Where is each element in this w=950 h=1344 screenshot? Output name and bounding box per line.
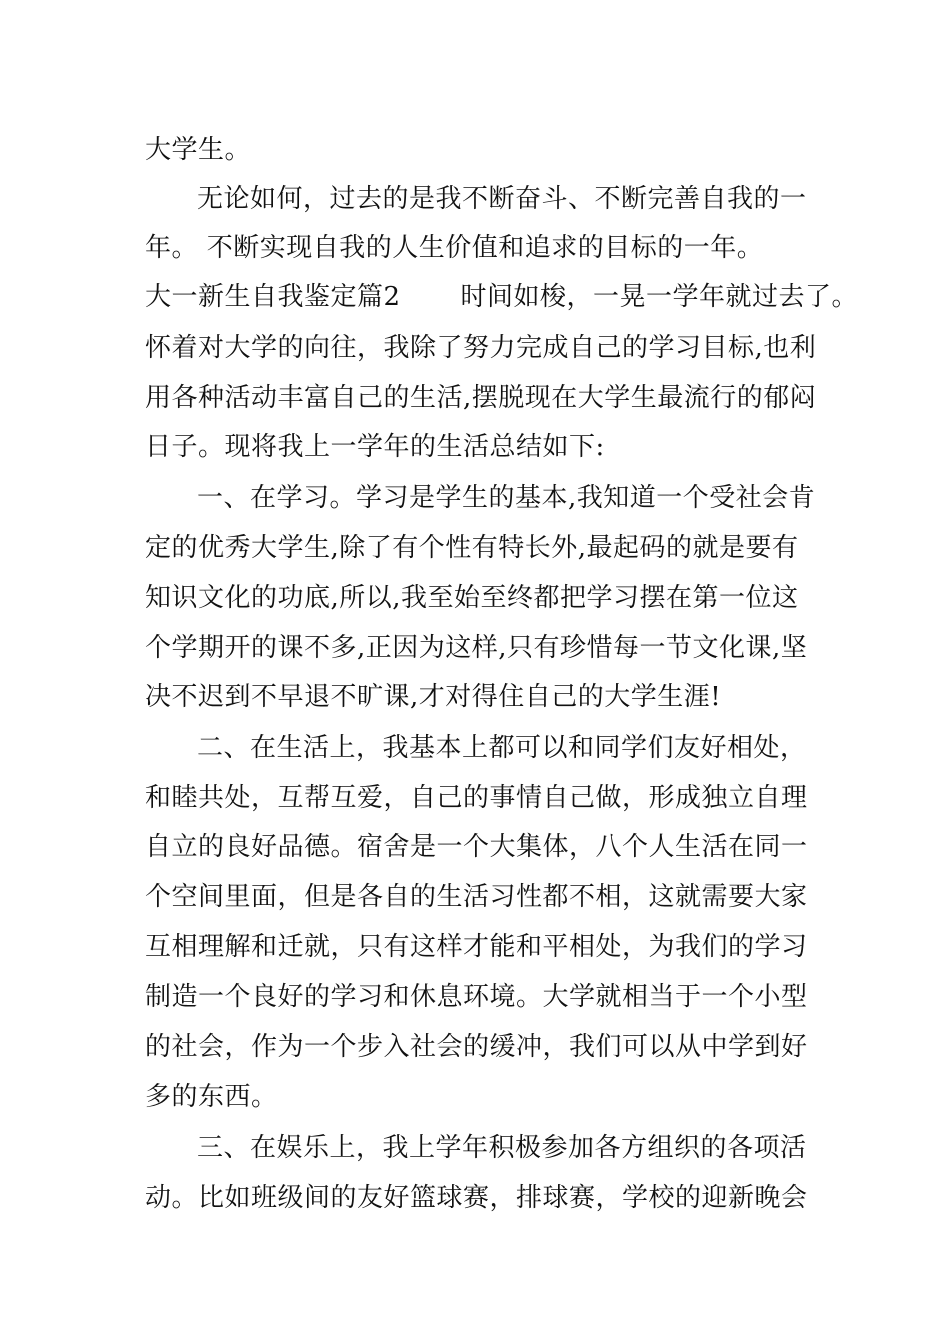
text-line: 制造一个良好的学习和休息环境。大学就相当于一个小型 (145, 982, 808, 1012)
text-line: 二、在生活上，我基本上都可以和同学们友好相处， (197, 733, 807, 763)
text-line: 一、在学习。学习是学生的基本,我知道一个受社会肯 (197, 483, 816, 513)
text-line: 用各种活动丰富自己的生活,摆脱现在大学生最流行的郁闷 (145, 383, 817, 413)
text-line: 自立的良好品德。宿舍是一个大集体，八个人生活在同一 (145, 832, 808, 862)
text-line: 个学期开的课不多,正因为这样,只有珍惜每一节文化课,坚 (145, 633, 808, 663)
text-line: 怀着对大学的向往，我除了努力完成自己的学习目标,也利 (145, 333, 817, 363)
text-line: 知识文化的功底,所以,我至始至终都把学习摆在第一位这 (145, 583, 799, 613)
text-line: 日子。现将我上一学年的生活总结如下: (145, 432, 605, 462)
text-line: 互相理解和迁就，只有这样才能和平相处，为我们的学习 (145, 932, 808, 962)
text-line: 决不迟到不早退不旷课,才对得住自己的大学生涯! (145, 682, 722, 712)
text-line: 大学生。 (145, 135, 252, 165)
text-line: 的社会，作为一个步入社会的缓冲，我们可以从中学到好 (145, 1032, 808, 1062)
text-line: 个空间里面，但是各自的生活习性都不相，这就需要大家 (145, 882, 808, 912)
text-line: 无论如何，过去的是我不断奋斗、不断完善自我的一 (197, 184, 807, 214)
text-line: 定的优秀大学生,除了有个性有特长外,最起码的就是要有 (145, 533, 799, 563)
text-line: 年。 不断实现自我的人生价值和追求的目标的一年。 (145, 233, 764, 263)
section-heading-line (145, 279, 858, 315)
text-line: 多的东西。 (145, 1082, 278, 1112)
section-heading: 大一新生自我鉴定篇2 (145, 282, 401, 312)
text-line: 动。比如班级间的友好篮球赛，排球赛，学校的迎新晚会 (145, 1183, 808, 1213)
section-intro-text: 时间如梭，一晃一学年就过去了。 (460, 282, 859, 312)
text-line: 和睦共处，互帮互爱，自己的事情自己做，形成独立自理 (145, 783, 808, 813)
text-line: 三、在娱乐上，我上学年积极参加各方组织的各项活 (197, 1133, 807, 1163)
